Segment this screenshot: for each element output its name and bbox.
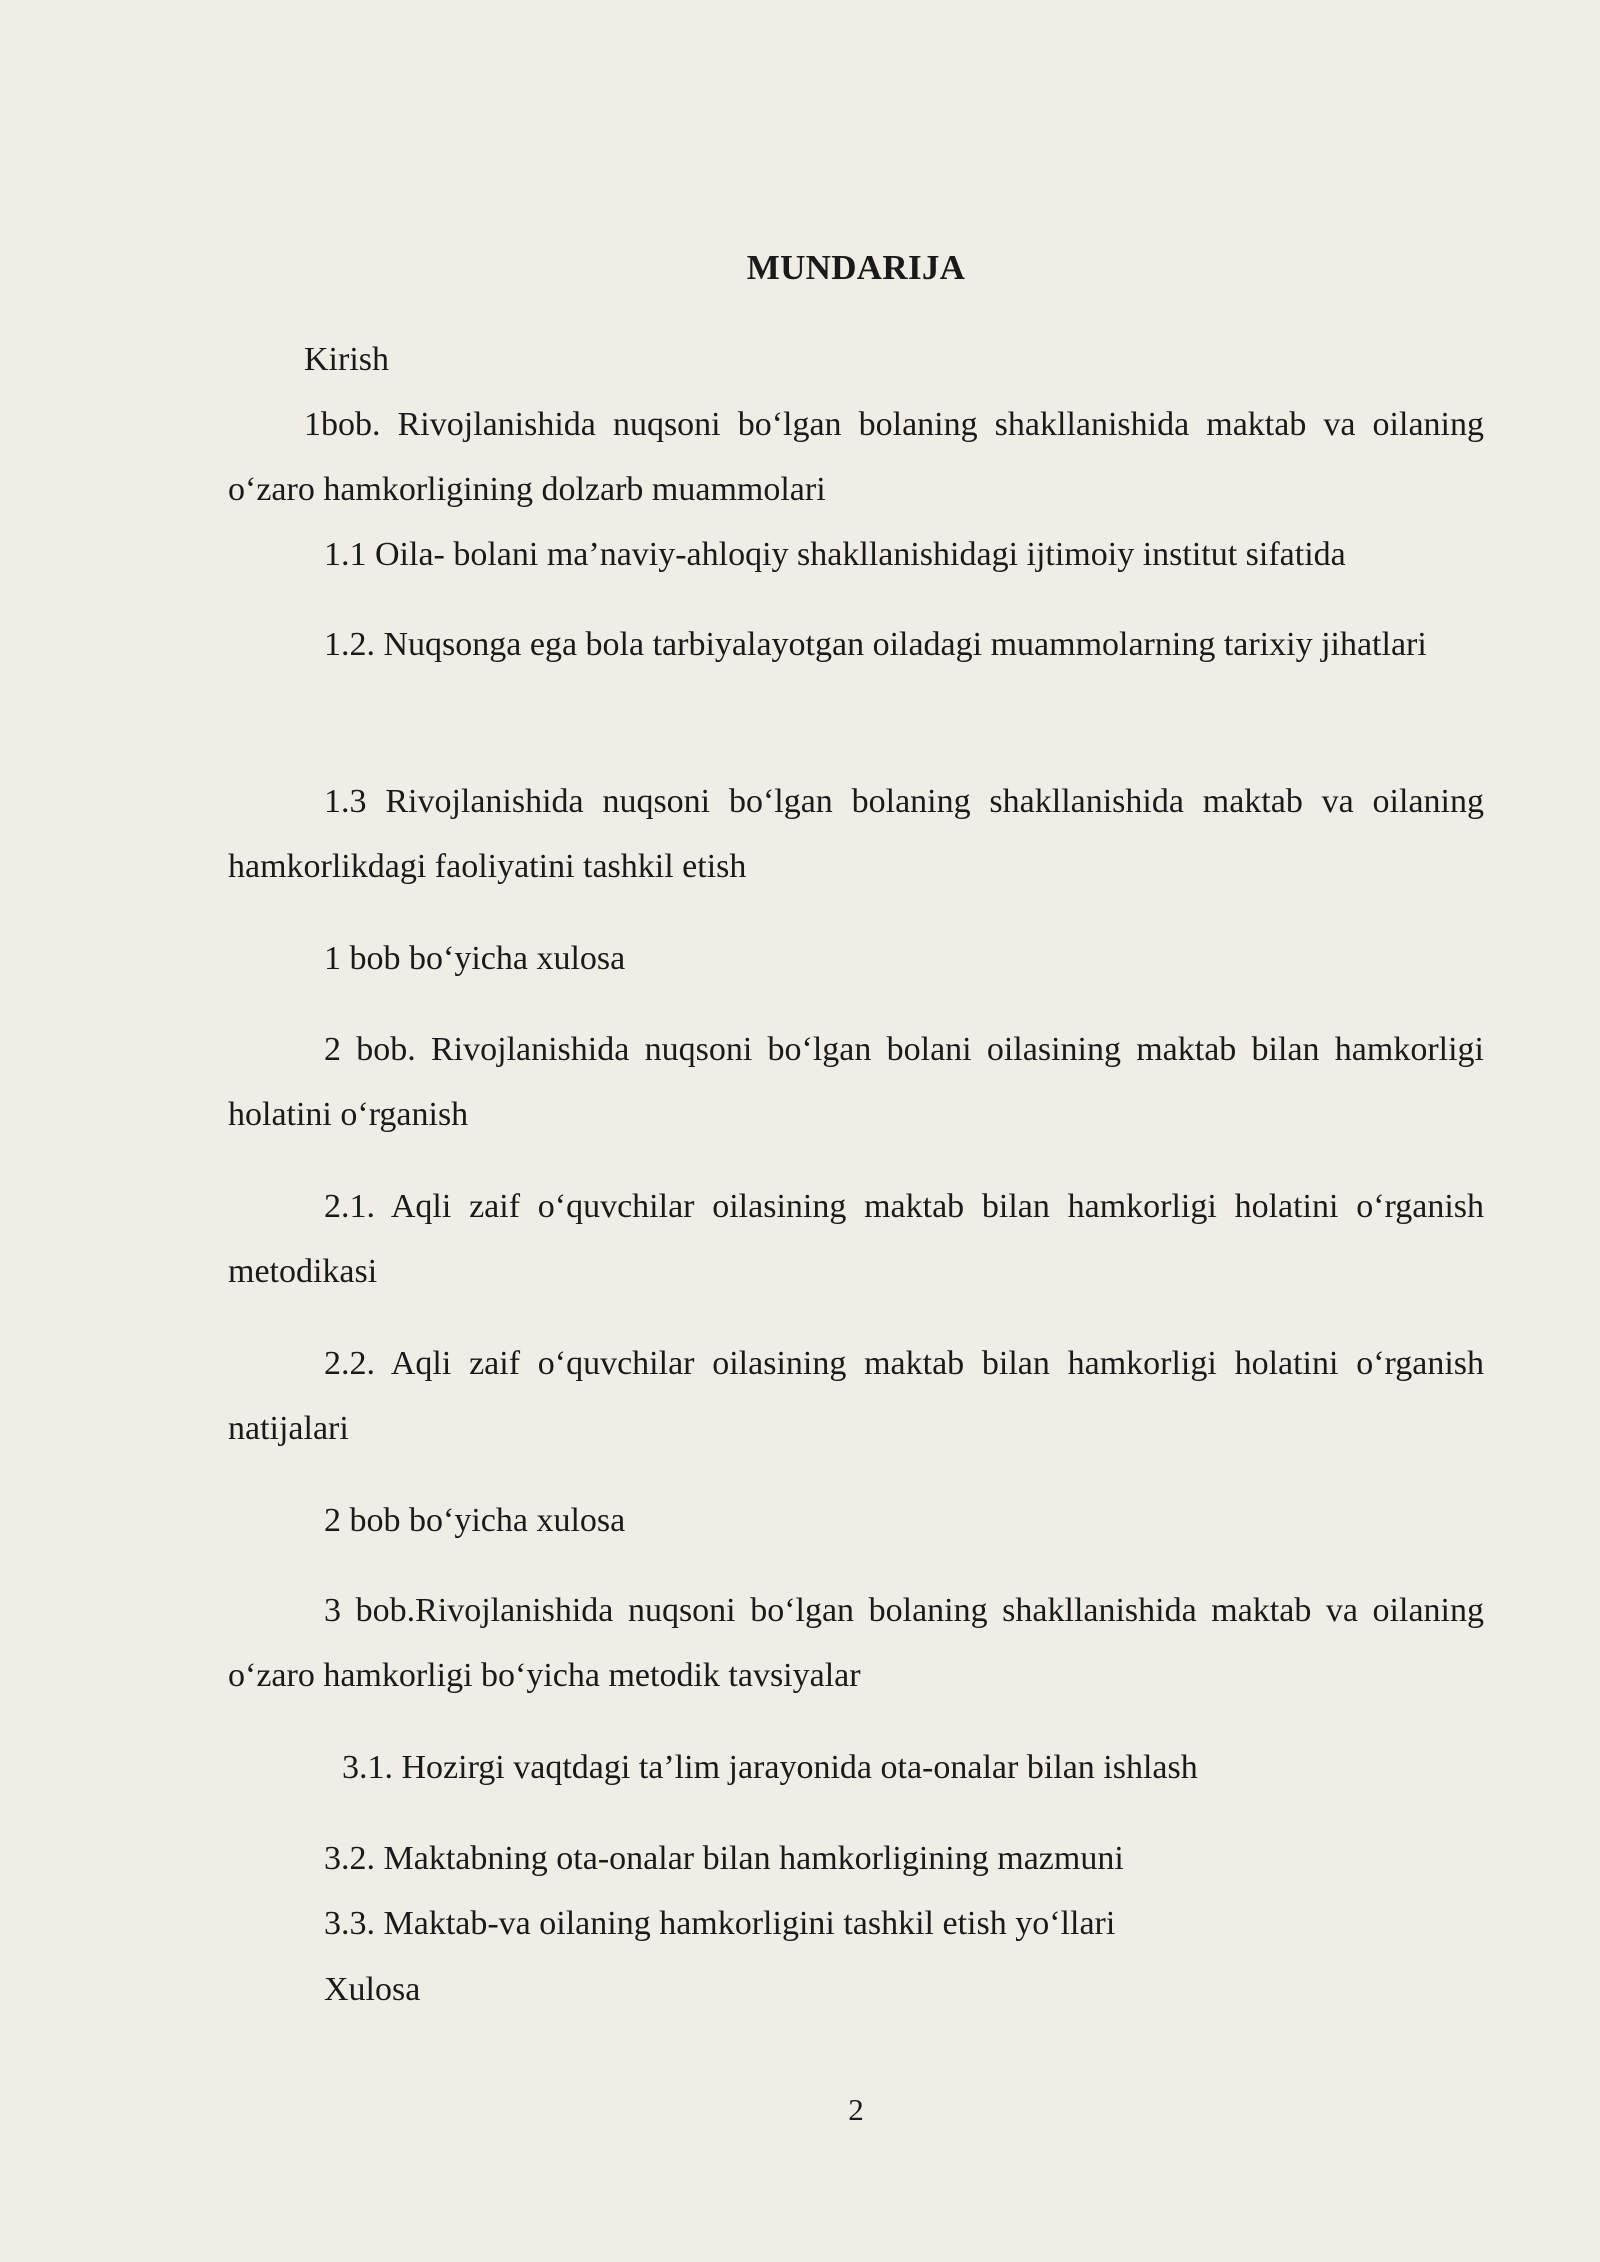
toc-entry-section-3-2: 3.2. Maktabning ota-onalar bilan hamkorligining mazmuni [324,1840,1124,1877]
page-title: MUNDARIJA [746,248,966,287]
toc-entry-section-3-3: 3.3. Maktab-va oilaning hamkorligini tashkil etish yo‘llari [324,1905,1116,1942]
toc-entry-section-1-3: 1.3 Rivojlanishida nuqsoni bo‘lgan bolaning shakllanishida maktab va oilaning hamkorlikdagi faoliyatini tashkil etish [228,783,1484,885]
toc-entry-chapter-1-summary: 1 bob bo‘yicha xulosa [324,940,626,977]
toc-entry-chapter-3: 3 bob.Rivojlanishida nuqsoni bo‘lgan bolaning shakllanishida maktab va oilaning o‘zaro hamkorligi bo‘yicha metodik tavsiyalar [228,1592,1484,1694]
toc-entry-section-3-1: 3.1. Hozirgi vaqtdagi ta’lim jarayonida ota-onalar bilan ishlash [342,1749,1198,1786]
toc-entry-conclusion: Xulosa [324,1971,421,2008]
toc-entry-section-2-2: 2.2. Aqli zaif o‘quvchilar oilasining maktab bilan hamkorligi holatini o‘rganish natijalari [228,1345,1484,1447]
toc-entry-kirish: Kirish [304,341,389,378]
toc-entry-section-1-1: 1.1 Oila- bolani ma’naviy-ahloqiy shakllanishidagi ijtimoiy institut sifatida [324,536,1346,573]
page-number: 2 [848,2092,864,2127]
toc-entry-chapter-2: 2 bob. Rivojlanishida nuqsoni bo‘lgan bolani oilasining maktab bilan hamkorligi holatini o‘rganish [228,1031,1484,1133]
toc-entry-section-2-1: 2.1. Aqli zaif o‘quvchilar oilasining maktab bilan hamkorligi holatini o‘rganish metodikasi [228,1188,1484,1290]
toc-entry-chapter-2-summary: 2 bob bo‘yicha xulosa [324,1502,626,1539]
toc-entry-section-1-2: 1.2. Nuqsonga ega bola tarbiyalayotgan oiladagi muammolarning tarixiy jihatlari [324,626,1427,663]
toc-entry-chapter-1: 1bob. Rivojlanishida nuqsoni bo‘lgan bolaning shakllanishida maktab va oilaning o‘zaro hamkorligining dolzarb muammolari [228,406,1484,508]
